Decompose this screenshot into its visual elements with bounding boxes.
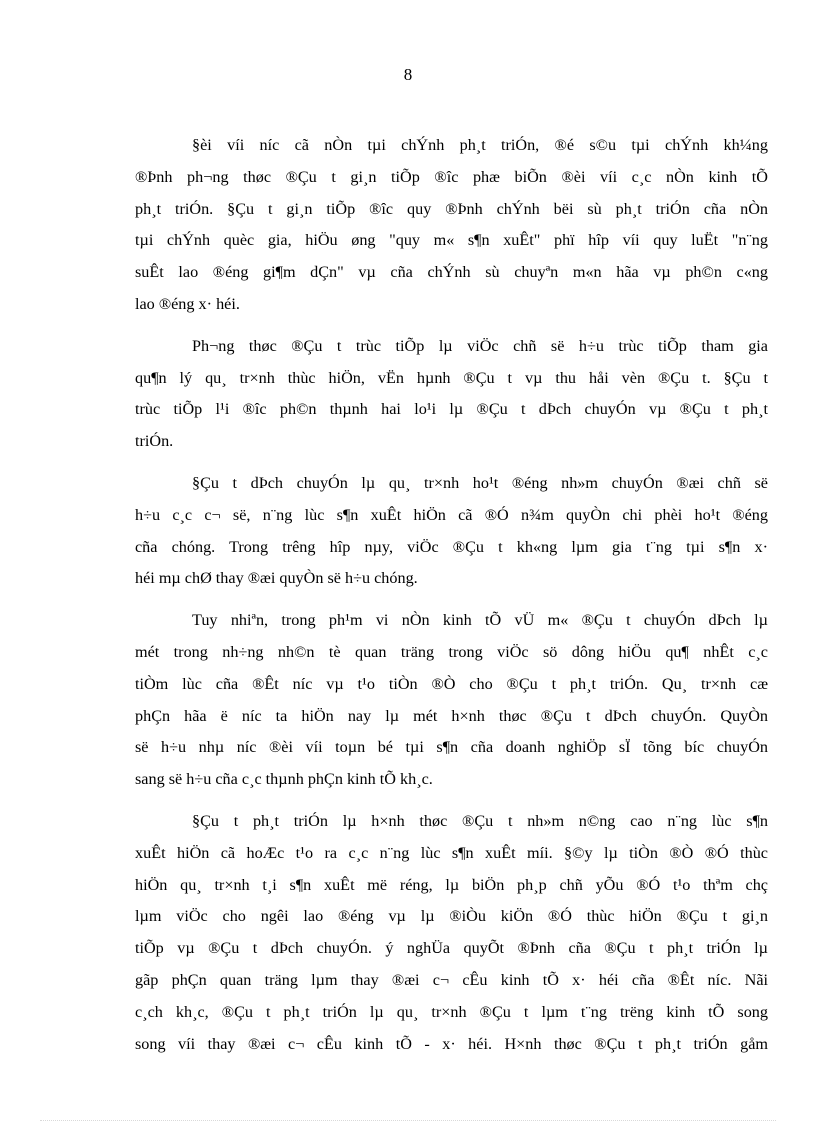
text-line: ph¸t triÓn. §Çu t gi¸n tiÕp ®îc quy ®Þnh chÝnh bëi sù ph¸t triÓn cña nÒn [135, 199, 768, 218]
text-line: triÓn. [135, 432, 174, 451]
text-line: tiÒm lùc cña ®Êt níc vµ t¹o tiÒn ®Ò cho ®Çu t ph¸t triÓn. Qu¸ tr×nh cæ [135, 674, 768, 693]
paragraph-3 [135, 468, 768, 595]
text-line: mét trong nh÷ng nh©n tè quan träng trong viÖc sö dông hiÖu qu¶ nhÊt c¸c [135, 642, 768, 661]
text-line: xuÊt hiÖn cã hoÆc t¹o ra c¸c n¨ng lùc s¶n xuÊt míi. §©y lµ tiÒn ®Ò ®Ó thùc [135, 843, 768, 862]
paragraph-1 [135, 130, 768, 321]
text-line: c¸ch kh¸c, ®Çu t ph¸t triÓn lµ qu¸ tr×nh ®Çu t lµm t¨ng trëng kinh tÕ song [135, 1002, 768, 1021]
text-line: Ph¬ng thøc ®Çu t trùc tiÕp lµ viÖc chñ së h÷u trùc tiÕp tham gia [192, 336, 768, 355]
paragraph-4 [135, 605, 768, 796]
page-bottom-divider [40, 1120, 776, 1121]
text-line: song víi thay ®æi c¬ cÊu kinh tÕ - x· héi. H×nh thøc ®Çu t ph¸t triÓn gåm [135, 1034, 768, 1053]
text-line: phÇn hãa ë níc ta hiÖn nay lµ mét h×nh thøc ®Çu t dÞch chuyÓn. QuyÒn [135, 706, 768, 725]
text-line: së h÷u nhµ níc ®èi víi toµn bé tµi s¶n cña doanh nghiÖp sÏ tõng bíc chuyÓn [135, 738, 768, 757]
text-line: qu¶n lý qu¸ tr×nh thùc hiÖn, vËn hµnh ®Çu t vµ thu håi vèn ®Çu t. §Çu t [135, 368, 768, 387]
paragraph-2 [135, 331, 768, 458]
text-line: gãp phÇn quan träng lµm thay ®æi c¬ cÊu kinh tÕ x· héi cña ®Êt níc. Nãi [135, 970, 768, 989]
text-line: §Çu t dÞch chuyÓn lµ qu¸ tr×nh ho¹t ®éng nh»m chuyÓn ®æi chñ së [192, 473, 768, 492]
text-line: hiÖn qu¸ tr×nh t¸i s¶n xuÊt më réng, lµ biÖn ph¸p chñ yÕu ®Ó t¹o thªm chç [135, 875, 768, 894]
text-line: tiÕp vµ ®Çu t dÞch chuyÓn. ý nghÜa quyÕt ®Þnh cña ®Çu t ph¸t triÓn lµ [135, 939, 768, 958]
text-line: trùc tiÕp l¹i ®îc ph©n thµnh hai lo¹i lµ ®Çu t dÞch chuyÓn vµ ®Çu t ph¸t [135, 400, 768, 419]
text-line: suÊt lao ®éng gi¶m dÇn" vµ cña chÝnh sù chuyªn m«n hãa vµ ph©n c«ng [135, 263, 768, 282]
text-line: h÷u c¸c c¬ së, n¨ng lùc s¶n xuÊt hiÖn cã ®Ó n¾m quyÒn chi phèi ho¹t ®éng [135, 505, 768, 524]
text-line: §Çu t ph¸t triÓn lµ h×nh thøc ®Çu t nh»m n©ng cao n¨ng lùc s¶n [192, 811, 768, 830]
text-line: tµi chÝnh quèc gia, hiÖu øng "quy m« s¶n xuÊt" phï hîp víi quy luËt "n¨ng [135, 231, 768, 250]
page-number: 8 [403, 65, 413, 84]
body-text [135, 130, 768, 1070]
paragraph-5 [135, 806, 768, 1060]
text-line: héi mµ chØ thay ®æi quyÒn së h÷u chóng. [135, 569, 418, 588]
text-line: lao ®éng x· héi. [135, 294, 240, 313]
text-line: cña chóng. Trong trêng hîp nµy, viÖc ®Çu t kh«ng lµm gia t¨ng tµi s¶n x· [135, 537, 768, 556]
text-line: lµm viÖc cho ngêi lao ®éng vµ lµ ®iÒu kiÖn ®Ó thùc hiÖn ®Çu t gi¸n [135, 907, 768, 926]
text-line: §èi víi níc cã nÒn tµi chÝnh ph¸t triÓn, ®é s©u tµi chÝnh kh¼ng [192, 136, 768, 154]
text-line: sang së h÷u cña c¸c thµnh phÇn kinh tÕ kh¸c. [135, 770, 433, 789]
text-line: ®Þnh ph¬ng thøc ®Çu t gi¸n tiÕp ®îc phæ biÕn ®èi víi c¸c nÒn kinh tÕ [135, 167, 768, 186]
text-line: Tuy nhiªn, trong ph¹m vi nÒn kinh tÕ vÜ m« ®Çu t chuyÓn dÞch lµ [192, 611, 768, 630]
